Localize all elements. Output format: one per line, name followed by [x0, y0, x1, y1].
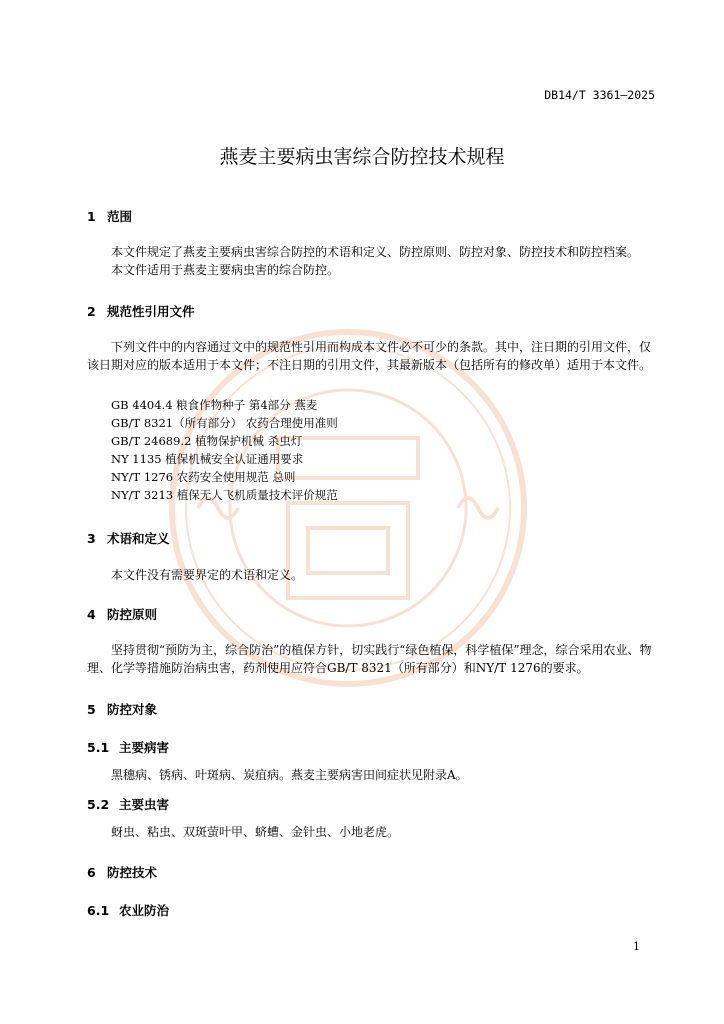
paragraph: 本文件适用于燕麦主要病虫害的综合防控。: [111, 263, 340, 277]
paragraph: 本文件没有需要界定的术语和定义。: [111, 568, 304, 582]
section-title: 防控原则: [107, 607, 158, 622]
section-number: 4: [87, 607, 96, 622]
section-title: 规范性引用文件: [107, 304, 195, 319]
paragraph: 本文件规定了燕麦主要病虫害综合防控的术语和定义、防控原则、防控对象、防控技术和防控档案。: [111, 245, 640, 259]
page-number: 1: [633, 940, 640, 953]
subsection-number: 5.2: [87, 797, 110, 812]
standard-number: DB14/T 3361—2025: [544, 88, 655, 102]
paragraph: 黑穗病、锈病、叶斑病、炭疽病。燕麦主要病害田间症状见附录A。: [111, 768, 468, 782]
reference-item: NY/T 1276 农药安全使用规范 总则: [111, 470, 296, 484]
section-title: 术语和定义: [107, 531, 170, 546]
section-title: 防控对象: [107, 702, 158, 717]
reference-item: NY/T 3213 植保无人飞机质量技术评价规范: [111, 488, 338, 502]
subsection-5-2-heading: [87, 795, 169, 813]
section-4-heading: [87, 605, 157, 623]
section-number: 6: [87, 865, 96, 880]
paragraph: 坚持贯彻“预防为主，综合防治”的植保方针，切实践行“绿色植保，科学植保”理念，综合采用农业、物理、化学等措施防治病虫害，药剂使用应符合GB/T 8321（所有部分）和NY/T 1276的要求。: [87, 643, 652, 675]
section-title: 范围: [107, 209, 133, 224]
subsection-number: 6.1: [87, 903, 110, 918]
section-number: 3: [87, 531, 96, 546]
reference-item: NY 1135 植保机械安全认证通用要求: [111, 452, 304, 466]
paragraph: 蚜虫、粘虫、双斑萤叶甲、蛴螬、金针虫、小地老虎。: [111, 825, 400, 839]
subsection-title: 农业防治: [119, 903, 170, 918]
paragraph: 下列文件中的内容通过文中的规范性引用而构成本文件必不可少的条款。其中，注日期的引用文件，仅该日期对应的版本适用于本文件；不注日期的引用文件，其最新版本（包括所有的修改单）适用于本文件。: [87, 340, 652, 372]
subsection-5-1-heading: [87, 738, 169, 756]
section-title: 防控技术: [107, 865, 158, 880]
section-3-heading: [87, 529, 170, 547]
subsection-6-1-heading: [87, 901, 169, 919]
section-number: 2: [87, 304, 96, 319]
subsection-number: 5.1: [87, 740, 110, 755]
section-number: 1: [87, 209, 96, 224]
section-6-heading: [87, 863, 157, 881]
subsection-title: 主要虫害: [119, 797, 170, 812]
subsection-title: 主要病害: [119, 740, 170, 755]
document-title: 燕麦主要病虫害综合防控技术规程: [219, 146, 505, 168]
section-number: 5: [87, 702, 96, 717]
reference-item: GB/T 24689.2 植物保护机械 杀虫灯: [111, 434, 303, 448]
section-2-heading: [87, 302, 195, 320]
watermark-seal: [168, 328, 528, 688]
reference-item: GB/T 8321（所有部分） 农药合理使用准则: [111, 416, 338, 430]
section-1-heading: [87, 207, 132, 225]
section-5-heading: [87, 700, 157, 718]
reference-item: GB 4404.4 粮食作物种子 第4部分 燕麦: [111, 398, 318, 412]
